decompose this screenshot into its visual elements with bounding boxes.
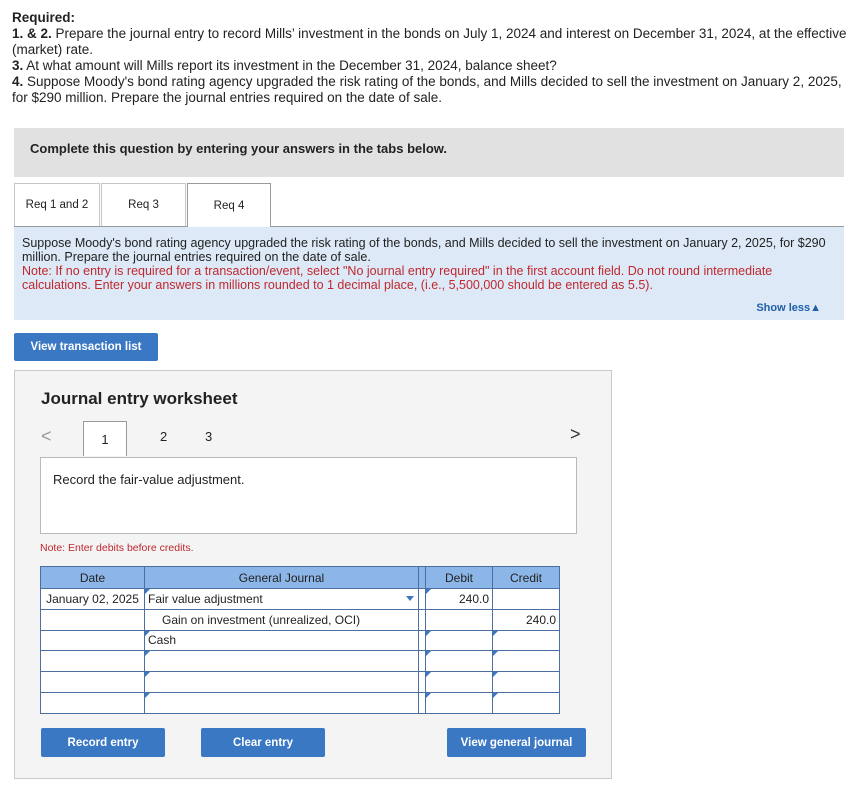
record-entry-button[interactable]: Record entry xyxy=(41,728,165,757)
account-select[interactable] xyxy=(145,692,419,713)
table-row xyxy=(41,692,560,713)
required-heading: Required: xyxy=(12,10,76,25)
credit-input[interactable] xyxy=(493,672,560,693)
general-journal-header: General Journal xyxy=(145,567,419,589)
prev-page-icon[interactable]: < xyxy=(41,426,52,446)
tab-bar xyxy=(14,183,844,227)
account-select[interactable] xyxy=(145,651,419,672)
date-cell[interactable]: January 02, 2025 xyxy=(41,589,145,610)
next-page-icon[interactable]: > xyxy=(570,424,581,444)
question-text: Suppose Moody's bond rating agency upgraded the risk rating of the bonds, and Mills decided to sell the investment on January 2, 2025, for $290 million. Prepare the journal entries required on the date of sale. xyxy=(22,236,826,264)
tab-req-1-and-2[interactable]: Req 1 and 2 xyxy=(14,183,100,226)
debit-input[interactable] xyxy=(426,630,493,651)
required-item-4: 4. Suppose Moody's bond rating agency upgraded the risk rating of the bonds, and Mills decided to sell the investment on January 2, 2025, for $290 million. Prepare the journal entries required on the date of sale. xyxy=(12,74,842,105)
required-section xyxy=(12,10,852,106)
date-cell[interactable] xyxy=(41,651,145,672)
tab-req-4[interactable]: Req 4 xyxy=(187,183,271,228)
entry-instruction-text: Record the fair-value adjustment. xyxy=(53,472,245,487)
credit-header: Credit xyxy=(493,567,560,589)
date-cell[interactable] xyxy=(41,672,145,693)
required-item-1: 1. & 2. Prepare the journal entry to record Mills’ investment in the bonds on July 1, 2024 and interest on December 31, 2024, at the effective (market) rate. xyxy=(12,26,847,57)
page-3-tab[interactable]: 3 xyxy=(205,429,213,444)
credit-input[interactable] xyxy=(493,651,560,672)
debit-input[interactable]: 240.0 xyxy=(426,589,493,610)
required-item-3: 3. At what amount will Mills report its investment in the December 31, 2024, balance sheet? xyxy=(12,58,557,73)
table-row xyxy=(41,630,560,651)
date-cell[interactable] xyxy=(41,630,145,651)
tab-req-3[interactable]: Req 3 xyxy=(101,183,186,226)
account-select[interactable]: Fair value adjustment xyxy=(145,589,419,610)
credit-input[interactable]: 240.0 xyxy=(493,609,560,630)
worksheet-title: Journal entry worksheet xyxy=(41,389,238,408)
entry-instruction-box xyxy=(40,457,577,534)
credit-input[interactable] xyxy=(493,630,560,651)
table-row xyxy=(41,651,560,672)
instruction-banner-text: Complete this question by entering your answers in the tabs below. xyxy=(30,141,448,156)
show-less-link[interactable]: Show less▲ xyxy=(756,302,821,314)
debits-note: Note: Enter debits before credits. xyxy=(40,542,194,554)
debit-input[interactable] xyxy=(426,651,493,672)
account-select[interactable]: Gain on investment (unrealized, OCI) xyxy=(145,609,419,630)
table-row xyxy=(41,672,560,693)
page-1-tab[interactable]: 1 xyxy=(83,421,127,456)
dropdown-arrow-icon[interactable] xyxy=(406,596,414,601)
journal-entry-worksheet xyxy=(14,370,612,779)
debit-input[interactable] xyxy=(426,672,493,693)
page-2-tab[interactable]: 2 xyxy=(160,429,168,444)
instruction-banner xyxy=(14,128,844,177)
debit-input[interactable] xyxy=(426,692,493,713)
table-row xyxy=(41,609,560,630)
debit-header: Debit xyxy=(426,567,493,589)
date-header: Date xyxy=(41,567,145,589)
question-panel xyxy=(14,227,844,320)
question-note: Note: If no entry is required for a transaction/event, select "No journal entry required" in the first account field. Do not round intermediate calculations. Enter your answers in millions rounded to 1 decimal place, (i.e., 5,500,000 should be entered as 5.5). xyxy=(22,264,773,292)
account-select[interactable]: Cash xyxy=(145,630,419,651)
clear-entry-button[interactable]: Clear entry xyxy=(201,728,325,757)
journal-table xyxy=(40,566,560,714)
date-cell[interactable] xyxy=(41,692,145,713)
account-select[interactable] xyxy=(145,672,419,693)
credit-input[interactable] xyxy=(493,692,560,713)
table-row xyxy=(41,589,560,610)
credit-input[interactable] xyxy=(493,589,560,610)
date-cell[interactable] xyxy=(41,609,145,630)
view-general-journal-button[interactable]: View general journal xyxy=(447,728,586,757)
view-transaction-list-button[interactable]: View transaction list xyxy=(14,333,158,361)
debit-input[interactable] xyxy=(426,609,493,630)
